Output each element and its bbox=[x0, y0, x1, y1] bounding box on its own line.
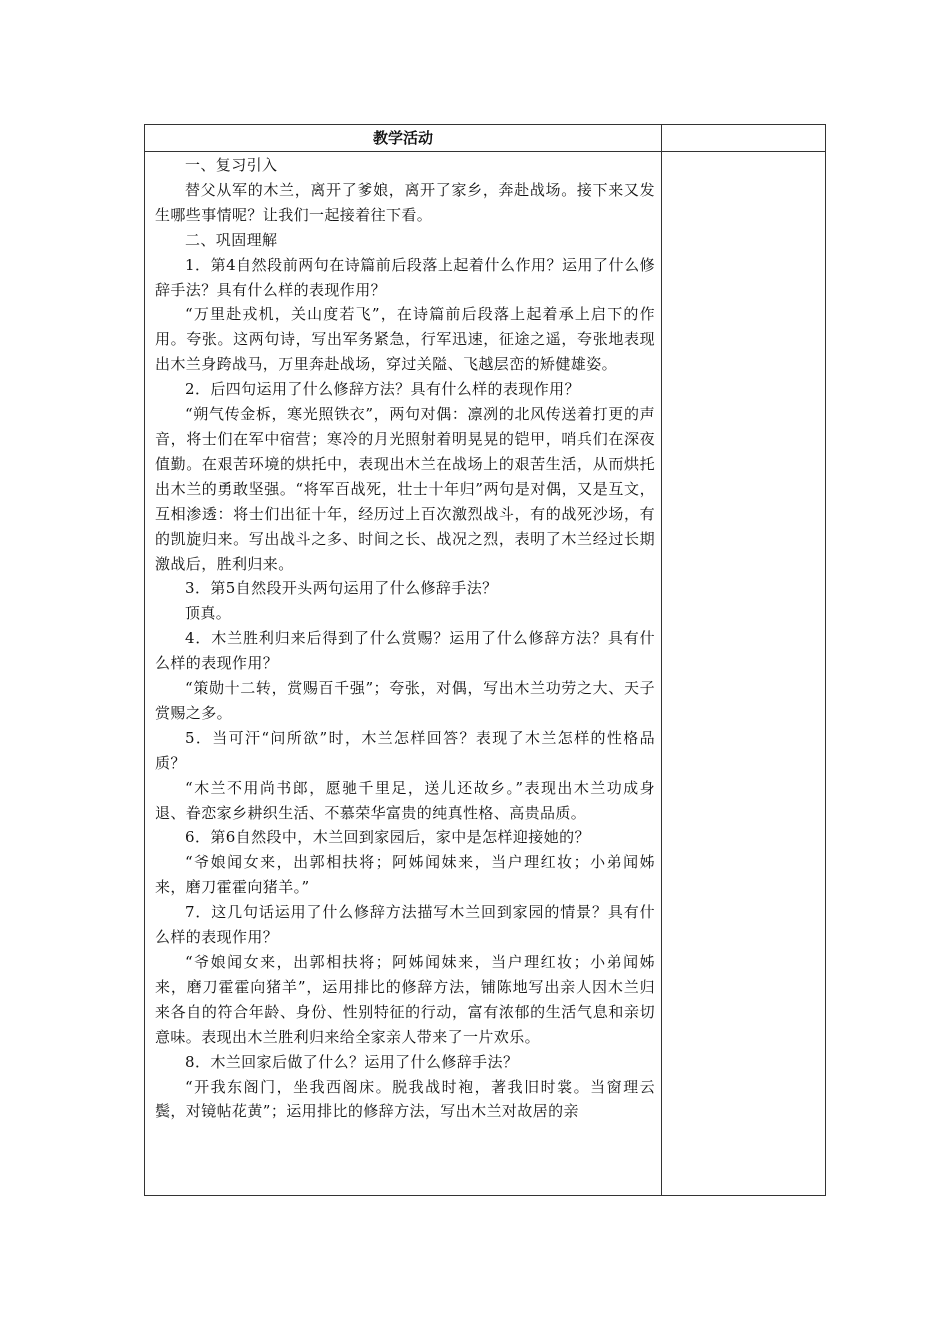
lesson-table bbox=[144, 124, 826, 1196]
answer: “开我东阁门，坐我西阁床。脱我战时袍，著我旧时裳。当窗理云鬓，对镜帖花黄”；运用排比的修辞方法，写出木兰对故居的亲 bbox=[155, 1077, 655, 1121]
answer: “朔气传金柝，寒光照铁衣”，两句对偶：凛冽的北风传送着打更的声音，将士们在军中宿营；寒冷的月光照射着明晃晃的铠甲，哨兵们在深夜值勤。在艰苦环境的烘托中，表现出木兰在战场上的艰苦生活，从而烘托出木兰的勇敢坚强。“将军百战死，壮士十年归”两句是对偶，又是互文，互相渗透：将士们出征十年，经历过上百次激烈战斗，有的战死沙场，有的凯旋归来。写出战斗之多、时间之长、战况之烈，表明了木兰经过长期激战后，胜利归来。 bbox=[155, 405, 655, 573]
section-heading: 二、巩固理解 bbox=[185, 230, 278, 249]
answer: “木兰不用尚书郎，愿驰千里足，送儿还故乡。”表现出木兰功成身退、眷恋家乡耕织生活、不慕荣华富贵的纯真性格、高贵品质。 bbox=[155, 778, 655, 822]
question: 6．第6自然段中，木兰回到家园后，家中是怎样迎接她的？ bbox=[185, 828, 590, 847]
paragraph: 替父从军的木兰，离开了爹娘，离开了家乡，奔赴战场。接下来又发生哪些事情呢？让我们一起接着往下看。 bbox=[155, 180, 655, 224]
question: 3．第5自然段开头两句运用了什么修辞手法？ bbox=[185, 579, 498, 598]
answer: “万里赴戎机，关山度若飞”，在诗篇前后段落上起着承上启下的作用。夸张。这两句诗，写出军务紧急，行军迅速，征途之遥，夸张地表现出木兰身跨战马，万里奔赴战场，穿过关隘、飞越层峦的矫健雄姿。 bbox=[155, 305, 655, 374]
column-divider bbox=[661, 125, 662, 1195]
header-divider bbox=[145, 151, 825, 152]
answer: 顶真。 bbox=[185, 604, 232, 623]
question: 2．后四句运用了什么修辞方法？具有什么样的表现作用？ bbox=[185, 380, 580, 399]
section-heading: 一、复习引入 bbox=[185, 156, 278, 174]
answer: “策勋十二转，赏赐百千强”；夸张，对偶，写出木兰功劳之大、天子赏赐之多。 bbox=[155, 679, 655, 722]
question: 7．这几句话运用了什么修辞方法描写木兰回到家园的情景？具有什么样的表现作用？ bbox=[155, 903, 655, 947]
question: 5．当可汗“问所欲”时，木兰怎样回答？表现了木兰怎样的性格品质？ bbox=[155, 728, 655, 772]
question: 1．第4自然段前两句在诗篇前后段落上起着什么作用？运用了什么修辞手法？具有什么样的表现作用？ bbox=[155, 255, 655, 299]
question: 8．木兰回家后做了什么？运用了什么修辞手法？ bbox=[185, 1052, 519, 1071]
question: 4．木兰胜利归来后得到了什么赏赐？运用了什么修辞方法？具有什么样的表现作用？ bbox=[155, 629, 655, 673]
table-header: 教学活动 bbox=[372, 129, 433, 147]
answer: “爷娘闻女来，出郭相扶将；阿姊闻妹来，当户理红妆；小弟闻姊来，磨刀霍霍向猪羊”，运用排比的修辞方法，铺陈地写出亲人因木兰归来各自的符合年龄、身份、性别特征的行动，富有浓郁的生活气息和亲切意味。表现出木兰胜利归来给全家亲人带来了一片欢乐。 bbox=[155, 953, 655, 1046]
lesson-content bbox=[155, 153, 655, 1124]
answer: “爷娘闻女来，出郭相扶将；阿姊闻妹来，当户理红妆；小弟闻姊来，磨刀霍霍向猪羊。” bbox=[155, 853, 655, 897]
